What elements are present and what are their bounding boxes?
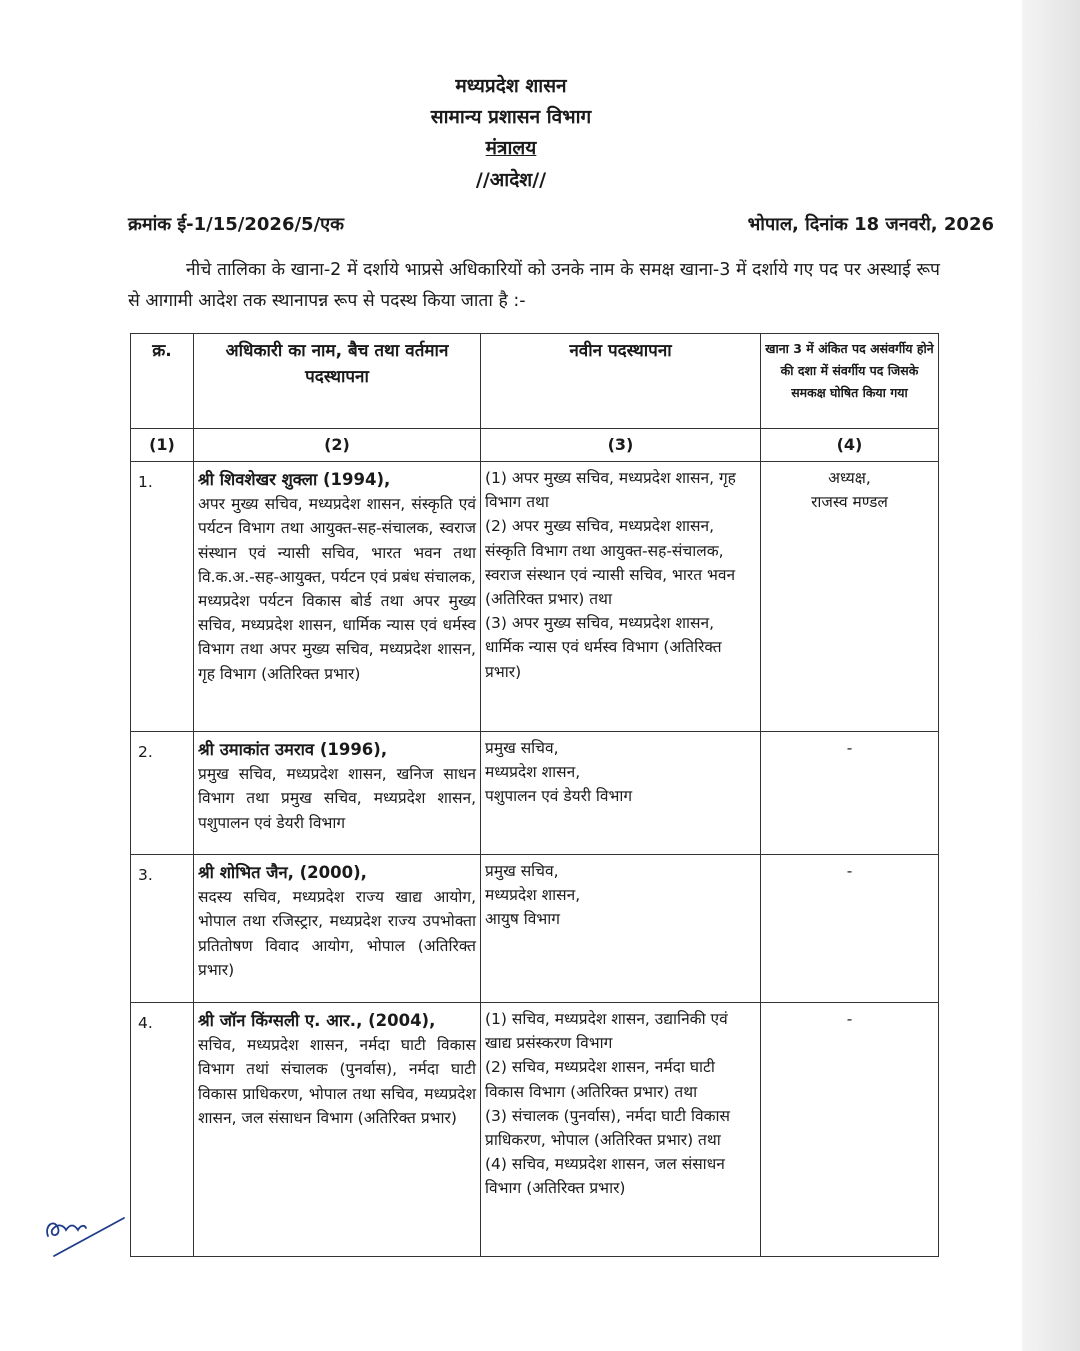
column-number: (3) (481, 429, 761, 462)
equivalent-post-cell: - (761, 732, 939, 855)
equivalent-post-cell: - (761, 1003, 939, 1257)
officer-cell (194, 732, 481, 855)
posting-item: (2) अपर मुख्य सचिव, मध्यप्रदेश शासन, संस्कृति विभाग तथा आयुक्त-सह-संचालक, स्वराज संस्थान एवं न्यासी सचिव, भारत भवन (अतिरिक्त प्रभार) तथा (485, 517, 736, 609)
posting-item: (3) अपर मुख्य सचिव, मध्यप्रदेश शासन, धार्मिक न्यास एवं धर्मस्व विभाग (अतिरिक्त प्रभार) (485, 614, 722, 681)
posting-item: मध्यप्रदेश शासन, (485, 763, 581, 782)
order-place-date: भोपाल, दिनांक 18 जनवरी, 2026 (747, 214, 994, 235)
table-row (131, 1003, 939, 1257)
posting-item: आयुष विभाग (485, 910, 560, 929)
table-row (131, 855, 939, 1003)
row-serial: 3. (131, 855, 194, 1003)
header-serial: क्र. (131, 334, 194, 429)
posting-item: (1) सचिव, मध्यप्रदेश शासन, उद्यानिकी एवं खाद्य प्रसंस्करण विभाग (485, 1010, 728, 1053)
header-equivalent-post: खाना 3 में अंकित पद असंवर्गीय होने की दशा में संवर्गीय पद जिसके समकक्ष घोषित किया गया (761, 334, 939, 429)
order-reference-number: क्रमांक ई-1/15/2026/5/एक (128, 214, 344, 235)
equivalent-line: राजस्व मण्डल (811, 493, 888, 512)
table-header-row (131, 334, 939, 429)
column-number: (2) (194, 429, 481, 462)
officer-name: श्री जॉन किंग्सली ए. आर., (2004), (198, 1011, 436, 1030)
posting-item: (2) सचिव, मध्यप्रदेश शासन, नर्मदा घाटी विकास विभाग (अतिरिक्त प्रभार) तथा (485, 1058, 715, 1101)
new-posting-cell (481, 732, 761, 855)
department-name: सामान्य प्रशासन विभाग (430, 106, 592, 128)
posting-item: प्रमुख सचिव, (485, 739, 559, 757)
officer-cell (194, 462, 481, 732)
row-serial: 1. (131, 462, 194, 732)
row-serial: 2. (131, 732, 194, 855)
order-heading: //आदेश// (475, 169, 547, 191)
ministry-name: मंत्रालय (485, 137, 537, 159)
posting-item: मध्यप्रदेश शासन, (485, 886, 581, 905)
table-row (131, 732, 939, 855)
table-row (131, 462, 939, 732)
officer-cell (194, 855, 481, 1003)
handwritten-signature (40, 1200, 132, 1270)
officer-current-posting: सचिव, मध्यप्रदेश शासन, नर्मदा घाटी विकास विभाग तथां संचालक (पुनर्वास), नर्मदा घाटी विकास प्राधिकरण, भोपाल तथा सचिव, मध्यप्रदेश शासन, जल संसाधन विभाग (अतिरिक्त प्रभार) (198, 1036, 476, 1127)
equivalent-post-cell (761, 462, 939, 732)
column-number: (1) (131, 429, 194, 462)
posting-item: (4) सचिव, मध्यप्रदेश शासन, जल संसाधन विभाग (अतिरिक्त प्रभार) (485, 1155, 725, 1198)
posting-table (130, 333, 939, 1257)
officer-current-posting: प्रमुख सचिव, मध्यप्रदेश शासन, खनिज साधन विभाग तथा प्रमुख सचिव, मध्यप्रदेश शासन, पशुपालन एवं डेयरी विभाग (198, 765, 476, 832)
header-new-posting: नवीन पदस्थापना (481, 334, 761, 429)
posting-item: प्रमुख सचिव, (485, 862, 559, 880)
officer-current-posting: अपर मुख्य सचिव, मध्यप्रदेश शासन, संस्कृति एवं पर्यटन विभाग तथा आयुक्त-सह-संचालक, स्वराज संस्थान एवं न्यासी सचिव, भारत भवन तथा वि.क.अ.-सह-आयुक्त, पर्यटन एवं प्रबंध संचालक, मध्यप्रदेश पर्यटन विकास बोर्ड तथा अपर मुख्य सचिव, मध्यप्रदेश शासन, धार्मिक न्यास एवं धर्मस्व विभाग तथा अपर मुख्य सचिव, मध्यप्रदेश शासन, गृह विभाग (अतिरिक्त प्रभार) (198, 495, 476, 683)
officer-cell (194, 1003, 481, 1257)
equivalent-post-cell: - (761, 855, 939, 1003)
officer-name: श्री शोभित जैन, (2000), (198, 863, 367, 882)
new-posting-cell (481, 855, 761, 1003)
posting-item: पशुपालन एवं डेयरी विभाग (485, 787, 633, 806)
officer-current-posting: सदस्य सचिव, मध्यप्रदेश राज्य खाद्य आयोग, भोपाल तथा रजिस्ट्रार, मध्यप्रदेश राज्य उपभोक्ता प्रतितोषण विवाद आयोग, भोपाल (अतिरिक्त प्रभार) (198, 888, 476, 979)
new-posting-cell (481, 462, 761, 732)
posting-item: (3) संचालक (पुनर्वास), नर्मदा घाटी विकास प्राधिकरण, भोपाल (अतिरिक्त प्रभार) तथा (485, 1106, 731, 1150)
govt-name: मध्यप्रदेश शासन (455, 75, 567, 97)
header-officer: अधिकारी का नाम, बैच तथा वर्तमान पदस्थापना (194, 334, 481, 429)
officer-name: श्री उमाकांत उमराव (1996), (198, 740, 388, 759)
page-edge (1022, 0, 1080, 1351)
row-serial: 4. (131, 1003, 194, 1257)
order-intro-paragraph: नीचे तालिका के खाना-2 में दर्शाये भाप्रसे अधिकारियों को उनके नाम के समक्ष खाना-3 में दर्शाये गए पद पर अस्थाई रूप से आगामी आदेश तक स्थानापन्न रूप से पदस्थ किया जाता है :- (128, 260, 941, 311)
officer-name: श्री शिवशेखर शुक्ला (1994), (198, 470, 391, 489)
column-number-row (131, 429, 939, 462)
new-posting-cell (481, 1003, 761, 1257)
posting-item: (1) अपर मुख्य सचिव, मध्यप्रदेश शासन, गृह विभाग तथा (485, 469, 736, 512)
equivalent-line: अध्यक्ष, (828, 469, 871, 487)
column-number: (4) (761, 429, 939, 462)
